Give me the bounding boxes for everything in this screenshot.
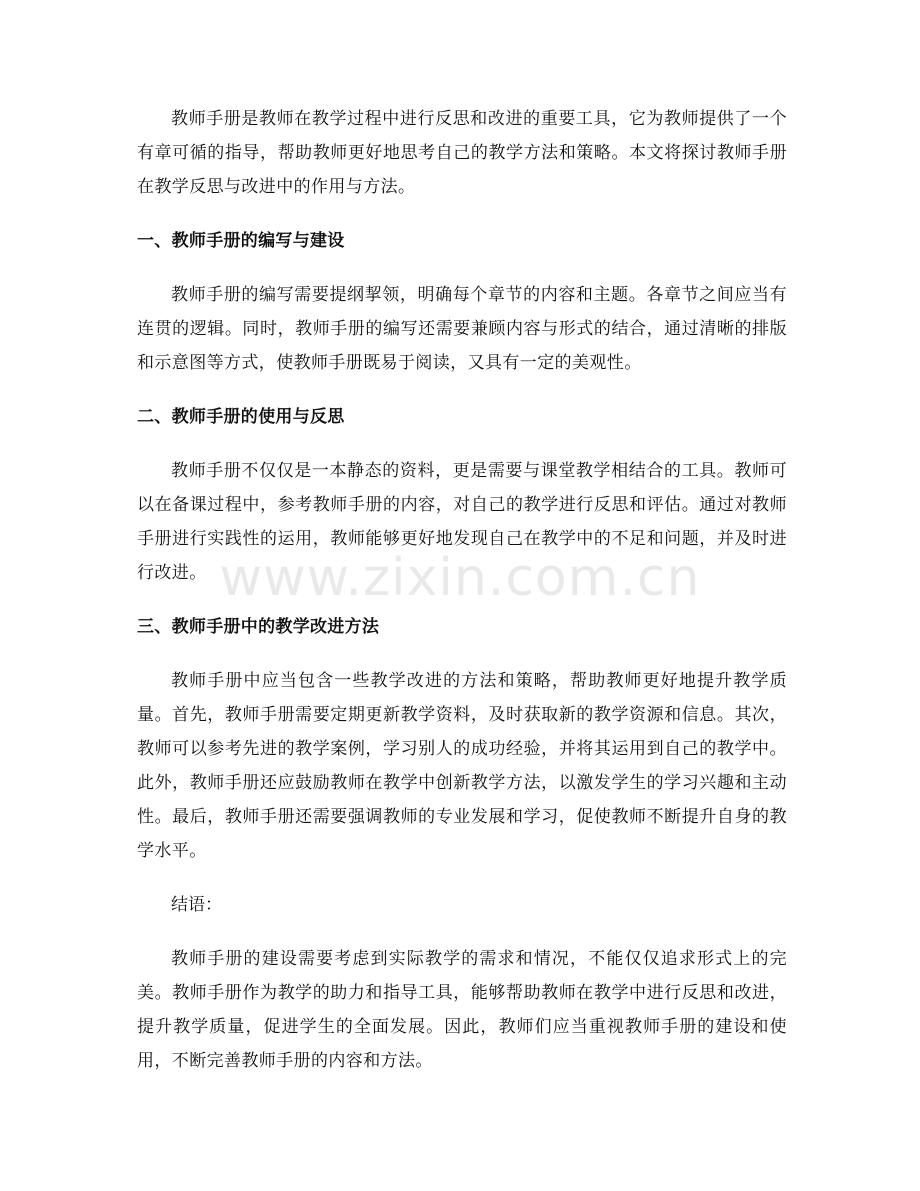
conclusion-label: 结语： xyxy=(171,895,222,915)
section-body-1: 教师手册的编写需要提纲挈领，明确每个章节的内容和主题。各章节之间应当有连贯的逻辑。同时，教师手册的编写还需要兼顾内容与形式的结合，通过清晰的排版和示意图等方式，使教师手册既易于阅读，又具有一定的美观性。 xyxy=(137,285,787,373)
document-body xyxy=(137,102,787,1098)
section-heading-1: 一、教师手册的编写与建设 xyxy=(137,231,345,251)
watermark: www.zixin.com.cn xyxy=(219,548,701,608)
section-heading-2: 二、教师手册的使用与反思 xyxy=(137,407,345,427)
section-heading-3: 三、教师手册中的教学改进方法 xyxy=(137,617,380,637)
intro-paragraph: 教师手册是教师在教学过程中进行反思和改进的重要工具，它为教师提供了一个有章可循的指导，帮助教师更好地思考自己的教学方法和策略。本文将探讨教师手册在教学反思与改进中的作用与方法。 xyxy=(137,109,787,197)
section-body-3: 教师手册中应当包含一些教学改进的方法和策略，帮助教师更好地提升教学质量。首先，教师手册需要定期更新教学资料，及时获取新的教学资源和信息。其次，教师可以参考先进的教学案例，学习别人的成功经验，并将其运用到自己的教学中。此外，教师手册还应鼓励教师在教学中创新教学方法，以激发学生的学习兴趣和主动性。最后，教师手册还需要强调教师的专业发展和学习，促使教师不断提升自身的教学水平。 xyxy=(137,671,787,861)
section-body-2: 教师手册不仅仅是一本静态的资料，更是需要与课堂教学相结合的工具。教师可以在备课过程中，参考教师手册的内容，对自己的教学进行反思和评估。通过对教师手册进行实践性的运用，教师能够更好地发现自己在教学中的不足和问题，并及时进行改进。 xyxy=(137,461,787,583)
conclusion-paragraph: 教师手册的建设需要考虑到实际教学的需求和情况，不能仅仅追求形式上的完美。教师手册作为教学的助力和指导工具，能够帮助教师在教学中进行反思和改进，提升教学质量，促进学生的全面发展。因此，教师们应当重视教师手册的建设和使用，不断完善教师手册的内容和方法。 xyxy=(137,949,787,1071)
